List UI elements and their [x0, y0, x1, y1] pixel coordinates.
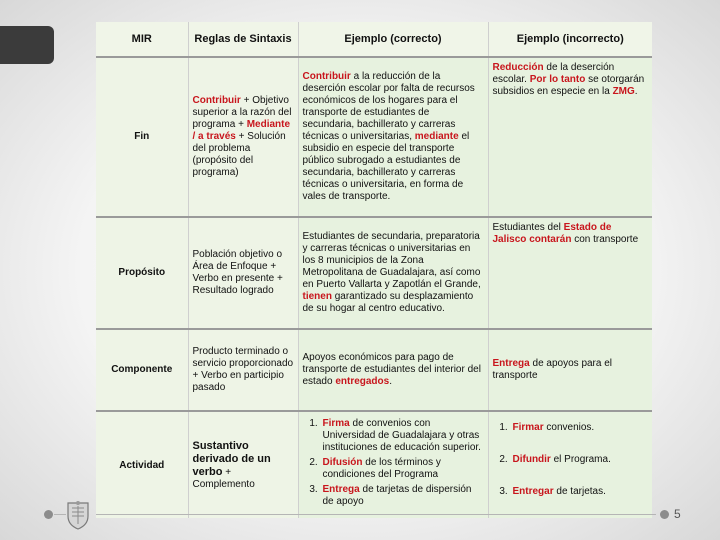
regla-fin-keyword-1: Contribuir [192, 95, 241, 106]
incorrecto-fin-text-1: de la deserción escolar. [492, 62, 615, 85]
incorrecto-actividad-keyword-3: Entregar [512, 486, 554, 497]
correcto-fin [298, 57, 488, 217]
regla-componente: Producto terminado o servicio proporcionado + Verbo en participio pasado [188, 329, 298, 411]
incorrecto-actividad-keyword-2: Difundir [512, 454, 551, 465]
correcto-proposito-text-2: garantizado su desplazamiento de su hogar al centro educativo. [302, 291, 474, 314]
regla-actividad-bold: Sustantivo derivado de un verbo [192, 440, 271, 478]
mir-syntax-table [96, 22, 652, 518]
correcto-fin-text-1: a la reducción de la deserción escolar por falta de recursos económicos de los hogares para el transporte de estudiantes de secundaria, bachillerato y carreras técnicas o universitarias, [302, 71, 475, 142]
regla-fin-text-1: + Objetivo superior a la razón del programa + [192, 95, 292, 130]
list-item [321, 484, 484, 508]
incorrecto-actividad-keyword-1: Firmar [512, 422, 544, 433]
correcto-componente-text-1: Apoyos económicos para pago de transporte de estudiantes del interior del estado [302, 352, 481, 387]
footer-left-dot [44, 510, 53, 519]
list-item [511, 454, 649, 466]
university-seal-icon [64, 500, 92, 530]
table-row-actividad [96, 411, 652, 518]
correcto-actividad-keyword-3: Entrega [322, 484, 360, 495]
slide-corner-tab [0, 26, 54, 64]
correcto-componente-keyword-1: entregados [335, 376, 390, 387]
list-item [511, 422, 649, 434]
incorrecto-proposito-text-2: con transporte [571, 234, 639, 245]
correcto-componente [298, 329, 488, 411]
incorrecto-fin-text-3: . [634, 86, 638, 97]
incorrecto-actividad-list [493, 422, 649, 498]
regla-fin [188, 57, 298, 217]
regla-fin-text-2: + Solución del problema (propósito del programa) [192, 131, 286, 178]
incorrecto-componente [488, 329, 652, 411]
header-reglas-sintaxis: Reglas de Sintaxis [188, 22, 298, 57]
regla-fin-keyword-2: Mediante / a través [192, 119, 291, 142]
regla-actividad [188, 411, 298, 518]
correcto-proposito-keyword-1: tienen [302, 291, 332, 302]
incorrecto-actividad-text-1: convenios. [543, 422, 595, 433]
incorrecto-proposito-keyword-1: Estado de Jalisco contarán [492, 222, 612, 245]
incorrecto-fin-keyword-1: Reducción [492, 62, 544, 73]
header-ejemplo-correcto: Ejemplo (correcto) [298, 22, 488, 57]
incorrecto-componente-keyword-1: Entrega [492, 358, 530, 369]
row-label-proposito: Propósito [96, 217, 188, 329]
row-label-componente: Componente [96, 329, 188, 411]
incorrecto-fin [488, 57, 652, 217]
incorrecto-componente-text-1: de apoyos para el transporte [492, 358, 613, 381]
footer-line [96, 514, 656, 515]
page-number: 5 [674, 507, 681, 521]
correcto-fin-keyword-1: Contribuir [302, 71, 351, 82]
incorrecto-actividad-text-2: el Programa. [550, 454, 611, 465]
correcto-actividad-text-3: de tarjetas de dispersión de apoyo [322, 484, 472, 507]
correcto-fin-keyword-2: mediante [414, 131, 459, 142]
correcto-componente-text-2: . [389, 376, 392, 387]
regla-proposito: Población objetivo o Área de Enfoque + Verbo en presente + Resultado logrado [188, 217, 298, 329]
incorrecto-actividad [488, 411, 652, 518]
correcto-proposito [298, 217, 488, 329]
header-mir: MIR [96, 22, 188, 57]
table-header-row [96, 22, 652, 57]
correcto-proposito-text-1: Estudiantes de secundaria, preparatoria y carreras técnicas o universitarias en los 8 municipios de la Zona Metropolitana de Guadalajara, así como en Puerto Vallarta y Zapotlán el Grande, [302, 231, 481, 290]
correcto-actividad-list [303, 418, 484, 508]
incorrecto-fin-text-2: se otorgarán subsidios en especie en la [492, 74, 645, 97]
incorrecto-proposito-text-1: Estudiantes del [492, 222, 564, 233]
incorrecto-fin-keyword-3: ZMG [612, 86, 635, 97]
table-row-componente [96, 329, 652, 411]
correcto-actividad-text-2: de los términos y condiciones del Programa [322, 457, 441, 480]
row-label-actividad: Actividad [96, 411, 188, 518]
incorrecto-fin-keyword-2: Por lo tanto [529, 74, 586, 85]
list-item [511, 486, 649, 498]
correcto-actividad-keyword-2: Difusión [322, 457, 363, 468]
correcto-actividad-text-1: de convenios con Universidad de Guadalajara y otras instituciones de educación superior. [322, 418, 481, 453]
row-label-fin: Fin [96, 57, 188, 217]
list-item [321, 457, 484, 481]
regla-actividad-text: + Complemento [192, 467, 255, 490]
header-ejemplo-incorrecto: Ejemplo (incorrecto) [488, 22, 652, 57]
correcto-actividad [298, 411, 488, 518]
footer-right-dot [660, 510, 669, 519]
table-row-fin [96, 57, 652, 217]
mir-syntax-table-container [96, 22, 652, 518]
correcto-fin-text-2: el subsidio en especie del transporte público subrogado a estudiantes de secundaria, bachillerato y carreras técnicas o universitaria, en forma de vales de transporte. [302, 131, 470, 202]
table-row-proposito [96, 217, 652, 329]
incorrecto-actividad-text-3: de tarjetas. [553, 486, 606, 497]
correcto-actividad-keyword-1: Firma [322, 418, 350, 429]
list-item [321, 418, 484, 454]
incorrecto-proposito [488, 217, 652, 329]
